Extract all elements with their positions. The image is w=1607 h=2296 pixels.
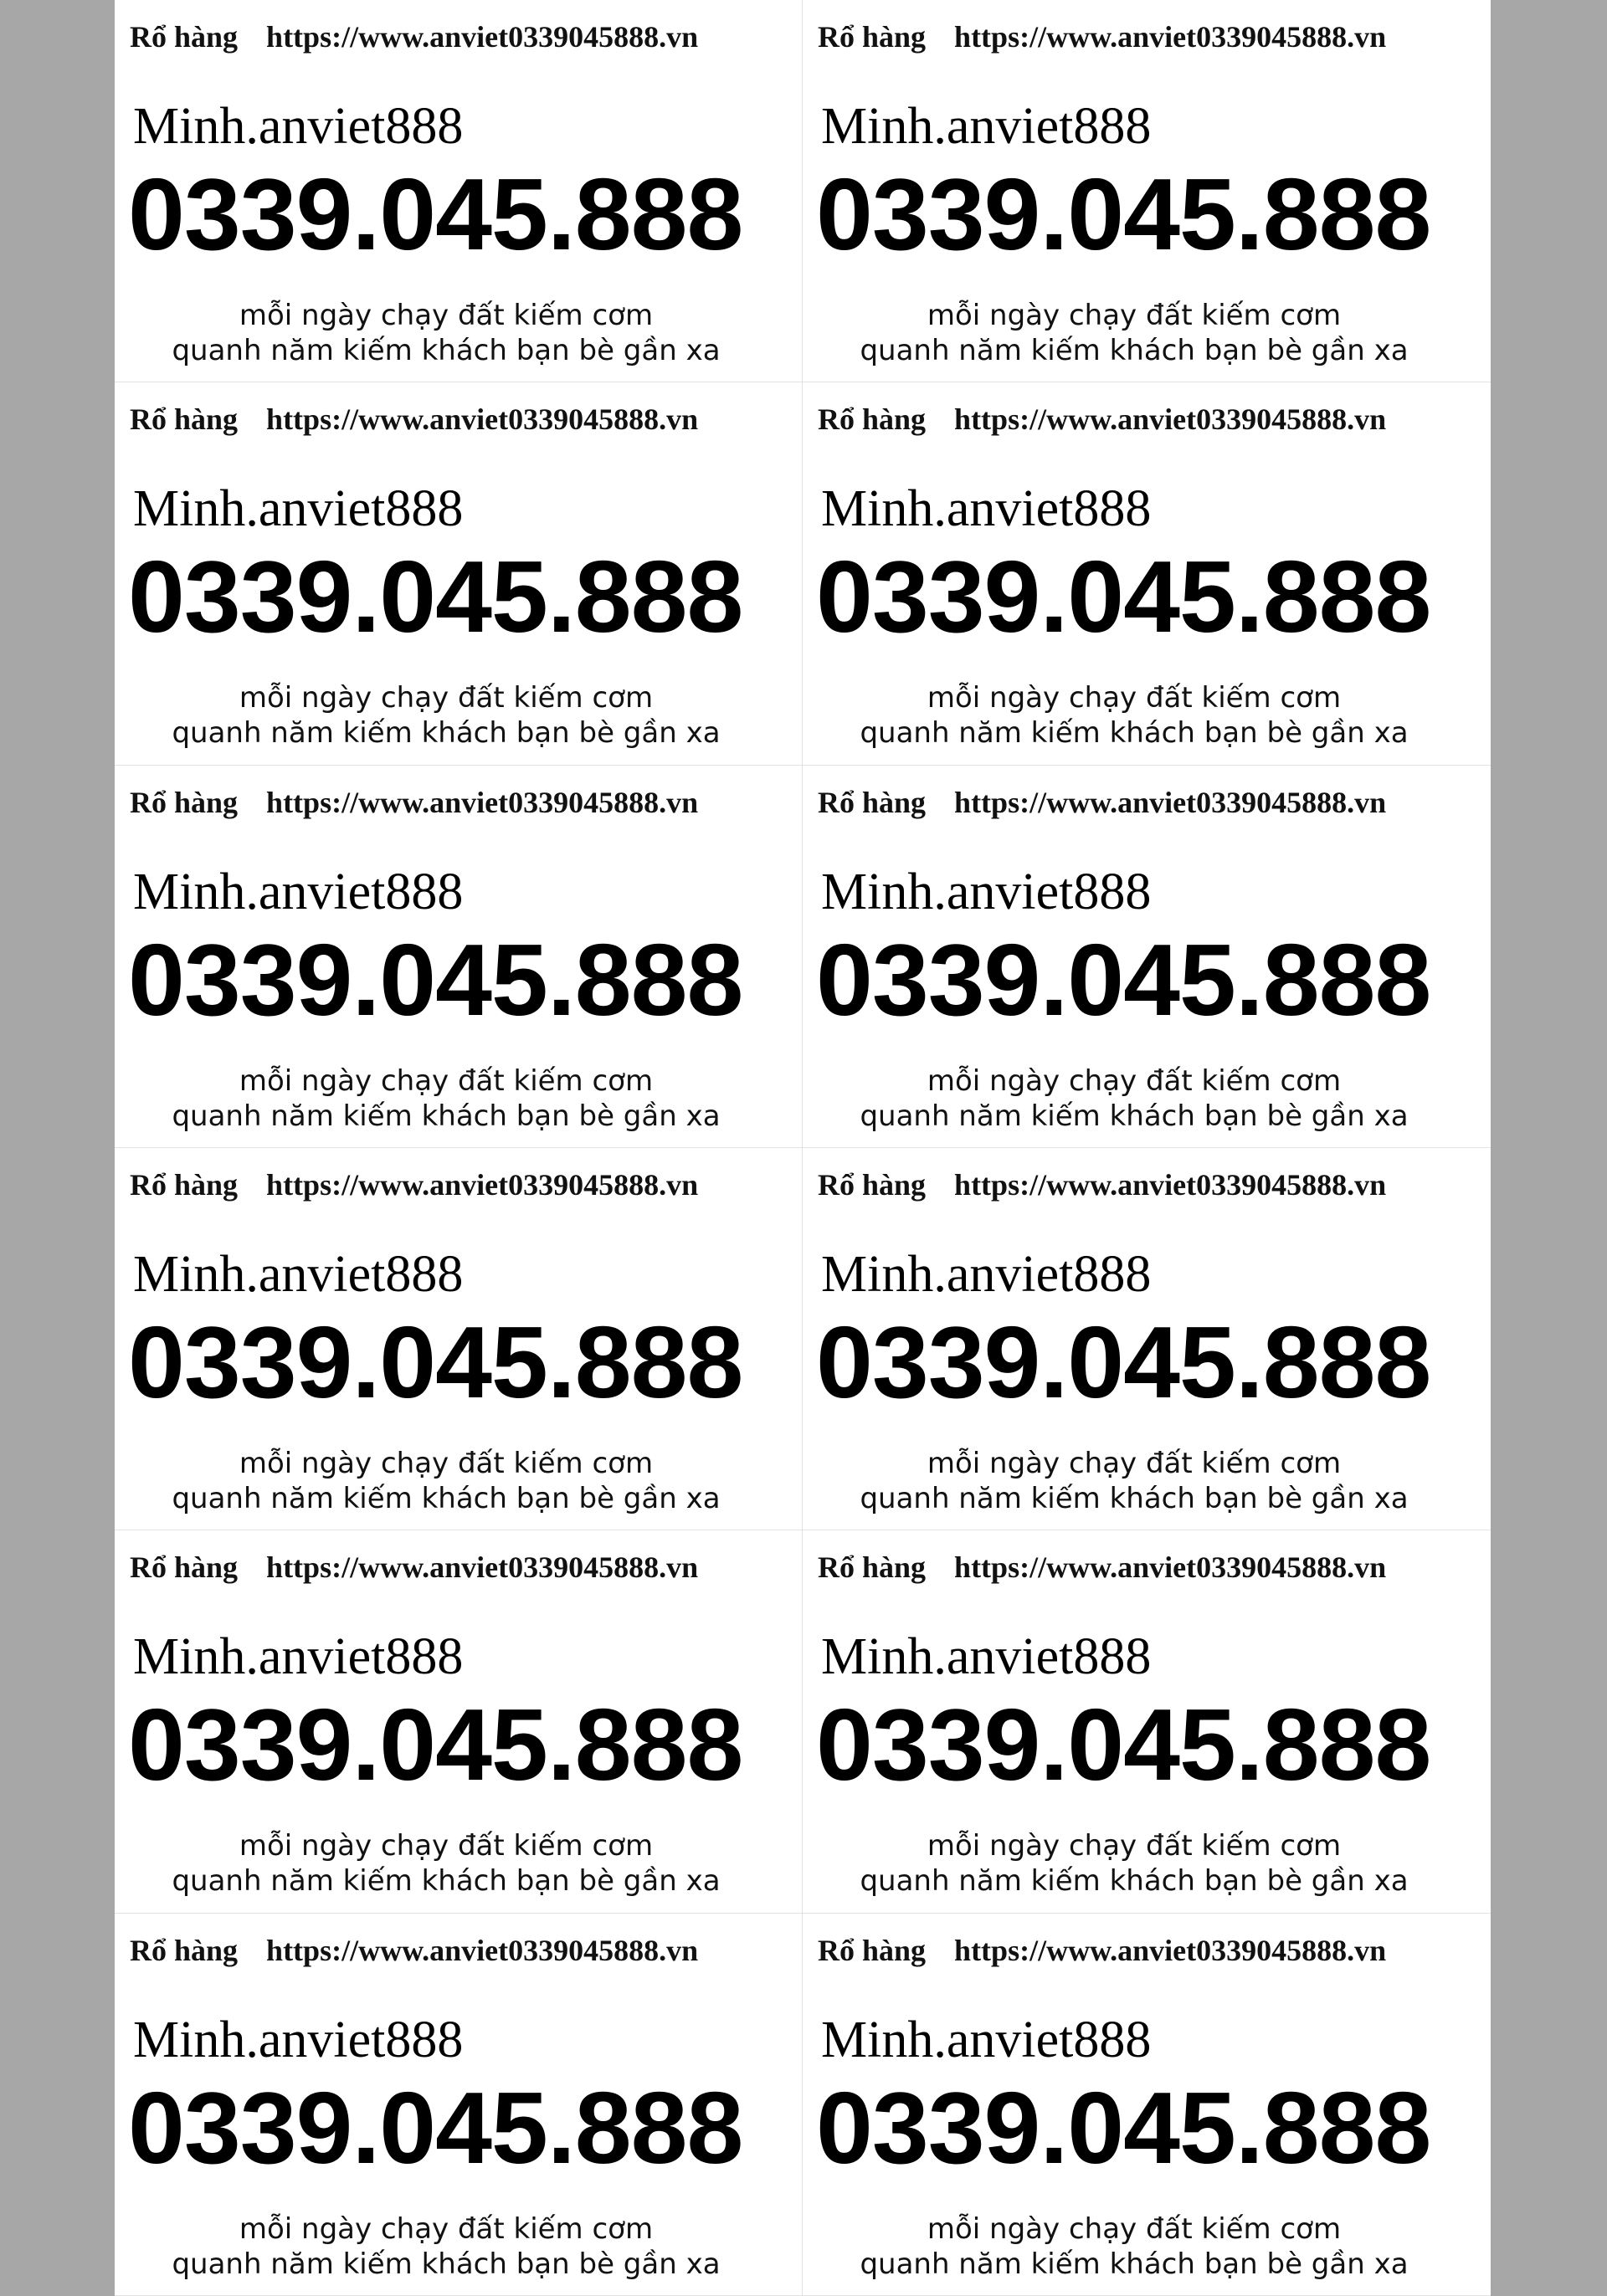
slogan-line-2: quanh năm kiếm khách bạn bè gần xa [172, 716, 721, 751]
card-header [818, 401, 1482, 438]
website-url: https://www.anviet0339045888.vn [266, 1550, 699, 1585]
contact-name: Minh.anviet888 [821, 1245, 1152, 1303]
contact-name: Minh.anviet888 [821, 480, 1152, 538]
phone-number: 0339.045.888 [816, 2070, 1431, 2185]
slogan [115, 680, 778, 751]
slogan-line-1: mỗi ngày chạy đất kiếm cơm [927, 1446, 1342, 1480]
slogan-line-2: quanh năm kiếm khách bạn bè gần xa [860, 1099, 1409, 1133]
slogan [803, 2211, 1466, 2282]
slogan [803, 1828, 1466, 1899]
card-header [818, 18, 1482, 55]
card-header [818, 1166, 1482, 1203]
slogan-line-2: quanh năm kiếm khách bạn bè gần xa [172, 1099, 721, 1133]
slogan-line-2: quanh năm kiếm khách bạn bè gần xa [860, 716, 1409, 751]
slogan [803, 298, 1466, 368]
website-url: https://www.anviet0339045888.vn [954, 1167, 1387, 1202]
slogan-line-2: quanh năm kiếm khách bạn bè gần xa [172, 1864, 721, 1899]
slogan [803, 680, 1466, 751]
slogan-line-2: quanh năm kiếm khách bạn bè gần xa [860, 1481, 1409, 1515]
slogan-line-2: quanh năm kiếm khách bạn bè gần xa [172, 1481, 721, 1515]
phone-number: 0339.045.888 [128, 1688, 743, 1802]
phone-number: 0339.045.888 [816, 157, 1431, 271]
card-header [130, 1166, 793, 1203]
slogan [115, 1446, 778, 1516]
slogan-line-1: mỗi ngày chạy đất kiếm cơm [239, 2211, 654, 2246]
phone-number: 0339.045.888 [816, 1688, 1431, 1802]
slogan-line-1: mỗi ngày chạy đất kiếm cơm [239, 1829, 654, 1863]
slogan-line-2: quanh năm kiếm khách bạn bè gần xa [860, 2247, 1409, 2281]
business-card [803, 766, 1491, 1148]
website-url: https://www.anviet0339045888.vn [266, 402, 699, 437]
slogan-line-1: mỗi ngày chạy đất kiếm cơm [927, 2211, 1342, 2246]
slogan-line-1: mỗi ngày chạy đất kiếm cơm [927, 681, 1342, 715]
header-label: Rổ hàng [818, 1550, 927, 1585]
slogan-line-1: mỗi ngày chạy đất kiếm cơm [239, 1063, 654, 1098]
business-card [115, 382, 803, 765]
slogan-line-1: mỗi ngày chạy đất kiếm cơm [239, 299, 654, 332]
header-label: Rổ hàng [818, 20, 927, 54]
phone-number: 0339.045.888 [128, 922, 743, 1037]
business-card [115, 1148, 803, 1530]
slogan-line-1: mỗi ngày chạy đất kiếm cơm [239, 681, 654, 715]
slogan-line-2: quanh năm kiếm khách bạn bè gần xa [860, 334, 1409, 367]
business-card [115, 1530, 803, 1913]
phone-number: 0339.045.888 [128, 540, 743, 654]
contact-name: Minh.anviet888 [821, 98, 1152, 155]
slogan [803, 1446, 1466, 1516]
card-header [130, 784, 793, 821]
website-url: https://www.anviet0339045888.vn [266, 20, 699, 54]
website-url: https://www.anviet0339045888.vn [954, 785, 1387, 819]
business-card [803, 1914, 1491, 2296]
slogan-line-2: quanh năm kiếm khách bạn bè gần xa [860, 1864, 1409, 1899]
website-url: https://www.anviet0339045888.vn [266, 785, 699, 819]
card-header [818, 1549, 1482, 1586]
slogan [115, 2211, 778, 2282]
header-label: Rổ hàng [818, 402, 927, 437]
contact-name: Minh.anviet888 [133, 98, 464, 155]
contact-name: Minh.anviet888 [133, 480, 464, 538]
slogan [115, 1063, 778, 1134]
header-label: Rổ hàng [130, 402, 239, 437]
website-url: https://www.anviet0339045888.vn [954, 1550, 1387, 1585]
slogan-line-1: mỗi ngày chạy đất kiếm cơm [927, 299, 1342, 332]
business-card [803, 382, 1491, 765]
business-card [803, 1148, 1491, 1530]
header-label: Rổ hàng [130, 1550, 239, 1585]
card-header [130, 1932, 793, 1969]
header-label: Rổ hàng [130, 785, 239, 819]
slogan-line-1: mỗi ngày chạy đất kiếm cơm [239, 1446, 654, 1480]
business-card [115, 766, 803, 1148]
header-label: Rổ hàng [130, 1167, 239, 1202]
website-url: https://www.anviet0339045888.vn [954, 402, 1387, 437]
header-label: Rổ hàng [818, 785, 927, 819]
phone-number: 0339.045.888 [816, 1304, 1431, 1419]
contact-name: Minh.anviet888 [821, 863, 1152, 920]
slogan-line-2: quanh năm kiếm khách bạn bè gần xa [172, 334, 721, 367]
header-label: Rổ hàng [818, 1933, 927, 1967]
contact-name: Minh.anviet888 [821, 2011, 1152, 2068]
website-url: https://www.anviet0339045888.vn [266, 1167, 699, 1202]
contact-name: Minh.anviet888 [133, 1245, 464, 1303]
slogan [803, 1063, 1466, 1134]
phone-number: 0339.045.888 [128, 1304, 743, 1419]
phone-number: 0339.045.888 [816, 540, 1431, 654]
slogan [115, 1828, 778, 1899]
website-url: https://www.anviet0339045888.vn [954, 1933, 1387, 1967]
slogan [115, 298, 778, 368]
slogan-line-1: mỗi ngày chạy đất kiếm cơm [927, 1063, 1342, 1098]
contact-name: Minh.anviet888 [133, 863, 464, 920]
contact-name: Minh.anviet888 [821, 1628, 1152, 1686]
slogan-line-2: quanh năm kiếm khách bạn bè gần xa [172, 2247, 721, 2281]
header-label: Rổ hàng [818, 1167, 927, 1202]
website-url: https://www.anviet0339045888.vn [266, 1933, 699, 1967]
phone-number: 0339.045.888 [816, 922, 1431, 1037]
card-header [818, 784, 1482, 821]
header-label: Rổ hàng [130, 20, 239, 54]
slogan-line-1: mỗi ngày chạy đất kiếm cơm [927, 1829, 1342, 1863]
card-header [130, 18, 793, 55]
business-card [115, 0, 803, 382]
business-card [115, 1914, 803, 2296]
card-header [130, 1549, 793, 1586]
contact-name: Minh.anviet888 [133, 2011, 464, 2068]
card-header [818, 1932, 1482, 1969]
card-header [130, 401, 793, 438]
business-card [803, 1530, 1491, 1913]
contact-name: Minh.anviet888 [133, 1628, 464, 1686]
business-card-sheet [115, 0, 1491, 2296]
header-label: Rổ hàng [130, 1933, 239, 1967]
website-url: https://www.anviet0339045888.vn [954, 20, 1387, 54]
phone-number: 0339.045.888 [128, 2070, 743, 2185]
business-card [803, 0, 1491, 382]
phone-number: 0339.045.888 [128, 157, 743, 271]
